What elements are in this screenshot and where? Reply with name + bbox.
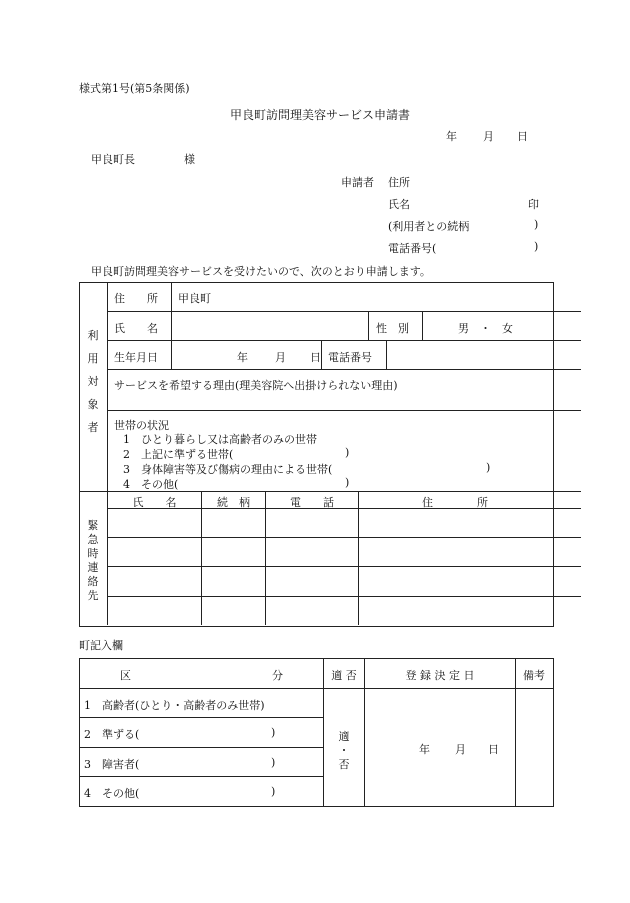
emergency-col-address: 住 所 bbox=[422, 496, 488, 509]
emergency-row[interactable] bbox=[108, 597, 551, 624]
user-phone-label: 電話番号 bbox=[328, 351, 372, 364]
household-label: 世帯の状況 bbox=[114, 419, 169, 432]
user-address-value[interactable]: 甲良町 bbox=[178, 292, 211, 305]
office-row-label: 2 準ずる( bbox=[84, 728, 140, 741]
household-item-close: ) bbox=[345, 476, 350, 489]
household-item[interactable]: 4 その他( bbox=[123, 478, 179, 491]
office-row-label: 4 その他( bbox=[84, 787, 140, 800]
user-phone-field[interactable] bbox=[387, 341, 551, 369]
office-row-close: ) bbox=[271, 726, 276, 739]
user-name-label: 氏 名 bbox=[114, 322, 158, 335]
date-day: 日 bbox=[517, 130, 528, 143]
emergency-row[interactable] bbox=[108, 538, 551, 566]
office-use-title: 町記入欄 bbox=[79, 639, 123, 652]
phone-label: 電話番号( bbox=[388, 242, 437, 255]
user-address-label: 住 所 bbox=[114, 292, 158, 305]
relation-label: (利用者との続柄 bbox=[388, 220, 470, 233]
user-name-field[interactable] bbox=[172, 312, 367, 340]
birth-year: 年 bbox=[237, 351, 248, 364]
seal-mark: 印 bbox=[528, 198, 539, 211]
addressee-suffix: 様 bbox=[184, 153, 195, 166]
decision-year: 年 bbox=[419, 743, 430, 756]
emergency-row[interactable] bbox=[108, 567, 551, 595]
eligible-value[interactable]: 適 ・ 否 bbox=[338, 730, 350, 771]
office-row-close: ) bbox=[271, 756, 276, 769]
phone-close: ) bbox=[534, 240, 539, 253]
applicant-label: 申請者 bbox=[341, 176, 374, 189]
emergency-col-relation: 続 柄 bbox=[217, 496, 250, 509]
date-year: 年 bbox=[446, 130, 457, 143]
office-row-label: 1 高齢者(ひとり・高齢者のみ世帯) bbox=[84, 699, 265, 712]
office-col-category-b: 分 bbox=[272, 669, 283, 682]
office-row-label: 3 障害者( bbox=[84, 758, 140, 771]
household-item-close: ) bbox=[486, 461, 491, 474]
relation-close: ) bbox=[534, 218, 539, 231]
emergency-col-name: 氏 名 bbox=[132, 496, 177, 509]
gender-value[interactable]: 男 ・ 女 bbox=[458, 322, 513, 335]
emergency-row[interactable] bbox=[108, 509, 551, 537]
emergency-side-label: 緊 急 時 連 絡 先 bbox=[87, 519, 99, 602]
office-col-category-a: 区 bbox=[120, 669, 131, 682]
birth-day: 日 bbox=[310, 351, 321, 364]
birthdate-label: 生年月日 bbox=[114, 351, 158, 364]
form-number: 様式第1号(第5条関係) bbox=[79, 82, 190, 95]
emergency-col-phone: 電 話 bbox=[290, 496, 334, 509]
reason-label: サービスを希望する理由(理美容院へ出掛けられない理由) bbox=[114, 379, 398, 392]
applicant-address-label: 住所 bbox=[388, 176, 410, 189]
addressee: 甲良町長 bbox=[91, 153, 135, 166]
office-col-remarks: 備考 bbox=[523, 669, 545, 682]
household-item[interactable]: 2 上記に準ずる世帯( bbox=[123, 448, 234, 461]
intro-text: 甲良町訪問理美容サービスを受けたいので、次のとおり申請します。 bbox=[91, 265, 431, 278]
office-row-close: ) bbox=[271, 785, 276, 798]
applicant-name-label: 氏名 bbox=[388, 198, 410, 211]
decision-day: 日 bbox=[488, 743, 499, 756]
office-col-eligible: 適 否 bbox=[331, 669, 357, 682]
household-item-close: ) bbox=[345, 446, 350, 459]
decision-month: 月 bbox=[455, 743, 466, 756]
birth-month: 月 bbox=[275, 351, 286, 364]
office-col-decision-date: 登 録 決 定 日 bbox=[405, 669, 475, 682]
page-title: 甲良町訪問理美容サービス申請書 bbox=[230, 108, 411, 122]
household-item[interactable]: 1 ひとり暮らし又は高齢者のみの世帯 bbox=[123, 433, 317, 446]
user-side-label: 利 用 対 象 者 bbox=[87, 329, 99, 434]
date-month: 月 bbox=[483, 130, 494, 143]
gender-label: 性 別 bbox=[376, 322, 409, 335]
household-item[interactable]: 3 身体障害等及び傷病の理由による世帯( bbox=[123, 463, 333, 476]
